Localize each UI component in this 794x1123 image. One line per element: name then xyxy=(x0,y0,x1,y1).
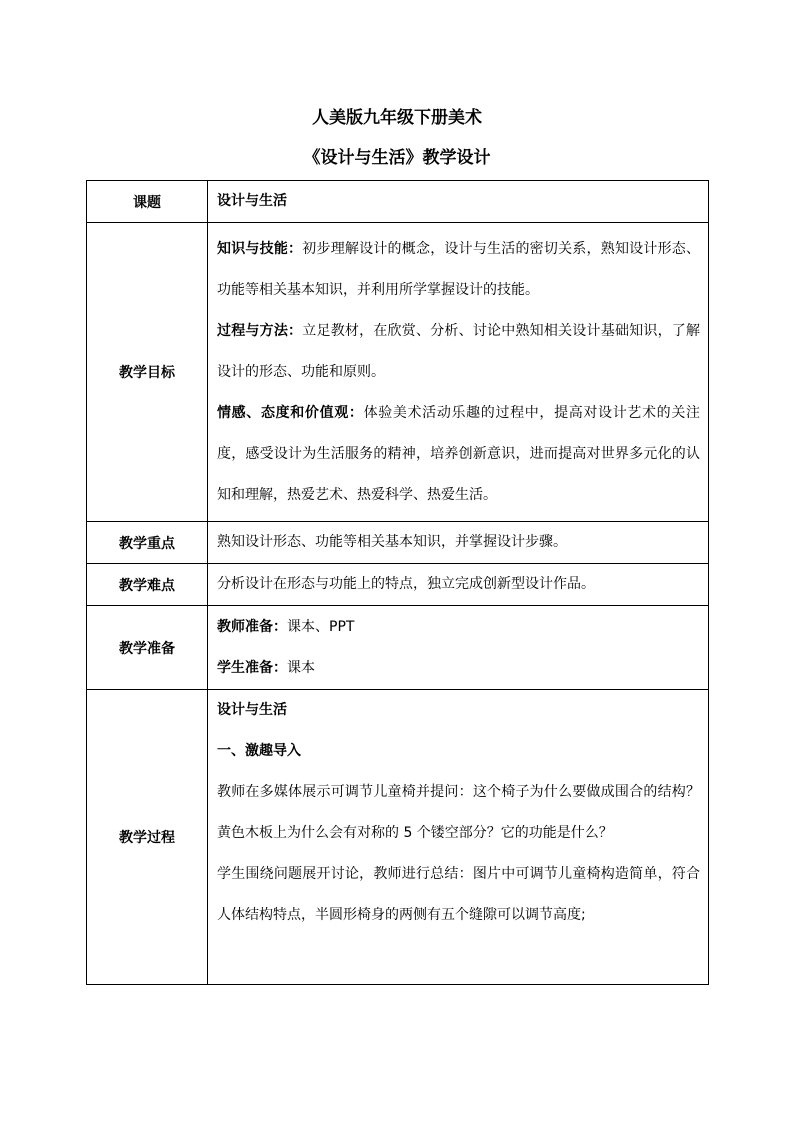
goals-knowledge xyxy=(217,229,700,311)
table-row-process xyxy=(87,690,709,985)
key-points-label: 教学重点 xyxy=(87,522,208,564)
teacher-prep-value: 课本、PPT xyxy=(287,618,355,635)
topic-value xyxy=(208,181,709,223)
table-row-topic xyxy=(87,181,709,223)
difficulties-value: 分析设计在形态与功能上的特点，独立完成创新型设计作品。 xyxy=(208,564,709,606)
table-row-goals xyxy=(87,223,709,522)
preparation-label: 教学准备 xyxy=(87,606,208,690)
teacher-prep-heading: 教师准备： xyxy=(217,618,287,635)
process-subtitle xyxy=(217,690,700,731)
emotion-heading: 情感、态度和价值观： xyxy=(217,404,364,421)
student-preparation xyxy=(217,648,700,689)
knowledge-text: 初步理解设计的概念，设计与生活的密切关系，熟知设计形态、功能等相关基本知识，并利用所学掌握设计的技能。 xyxy=(217,240,701,298)
document-title: 人美版九年级下册美术 xyxy=(312,108,482,128)
key-points-value: 熟知设计形态、功能等相关基本知识，并掌握设计步骤。 xyxy=(208,522,709,564)
document-subtitle: 《设计与生活》教学设计 xyxy=(303,148,491,168)
goals-emotion xyxy=(217,393,700,516)
table-row-preparation xyxy=(87,606,709,690)
topic-text: 设计与生活 xyxy=(217,193,287,209)
process-heading: 过程与方法： xyxy=(217,322,303,339)
student-prep-heading: 学生准备： xyxy=(217,659,287,676)
student-prep-value: 课本 xyxy=(287,659,315,676)
table-row-difficulties xyxy=(87,564,709,606)
lesson-plan-table xyxy=(86,180,709,985)
goals-process xyxy=(217,311,700,393)
process-paragraph-1: 教师在多媒体展示可调节儿童椅并提问：这个椅子为什么要做成围合的结构？黄色木板上为什么会有对称的 5 个镂空部分？它的功能是什么？ xyxy=(217,784,700,841)
topic-label: 课题 xyxy=(87,181,208,223)
preparation-content xyxy=(208,606,709,690)
difficulties-label: 教学难点 xyxy=(87,564,208,606)
goals-label: 教学目标 xyxy=(87,223,208,522)
goals-content xyxy=(208,223,709,522)
table-row-key-points xyxy=(87,522,709,564)
process-text: 立足教材，在欣赏、分析、讨论中熟知相关设计基础知识，了解设计的形态、功能和原则。 xyxy=(217,322,701,380)
section1-heading xyxy=(217,731,700,772)
process-paragraph-2: 学生围绕问题展开讨论，教师进行总结：图片中可调节儿童椅构造简单，符合人体结构特点，半圆形椅身的两侧有五个缝隙可以调节高度; xyxy=(217,866,700,923)
process-subtitle-text: 设计与生活 xyxy=(217,702,287,718)
knowledge-heading: 知识与技能： xyxy=(217,240,303,257)
section1-heading-text: 一、激趣导入 xyxy=(217,743,301,759)
process-label: 教学过程 xyxy=(87,690,208,985)
process-content xyxy=(208,690,709,985)
teacher-preparation xyxy=(217,607,700,648)
emotion-text: 体验美术活动乐趣的过程中，提高对设计艺术的关注度，感受设计为生活服务的精神，培养创新意识，进而提高对世界多元化的认知和理解，热爱艺术、热爱科学、热爱生活。 xyxy=(217,404,700,503)
